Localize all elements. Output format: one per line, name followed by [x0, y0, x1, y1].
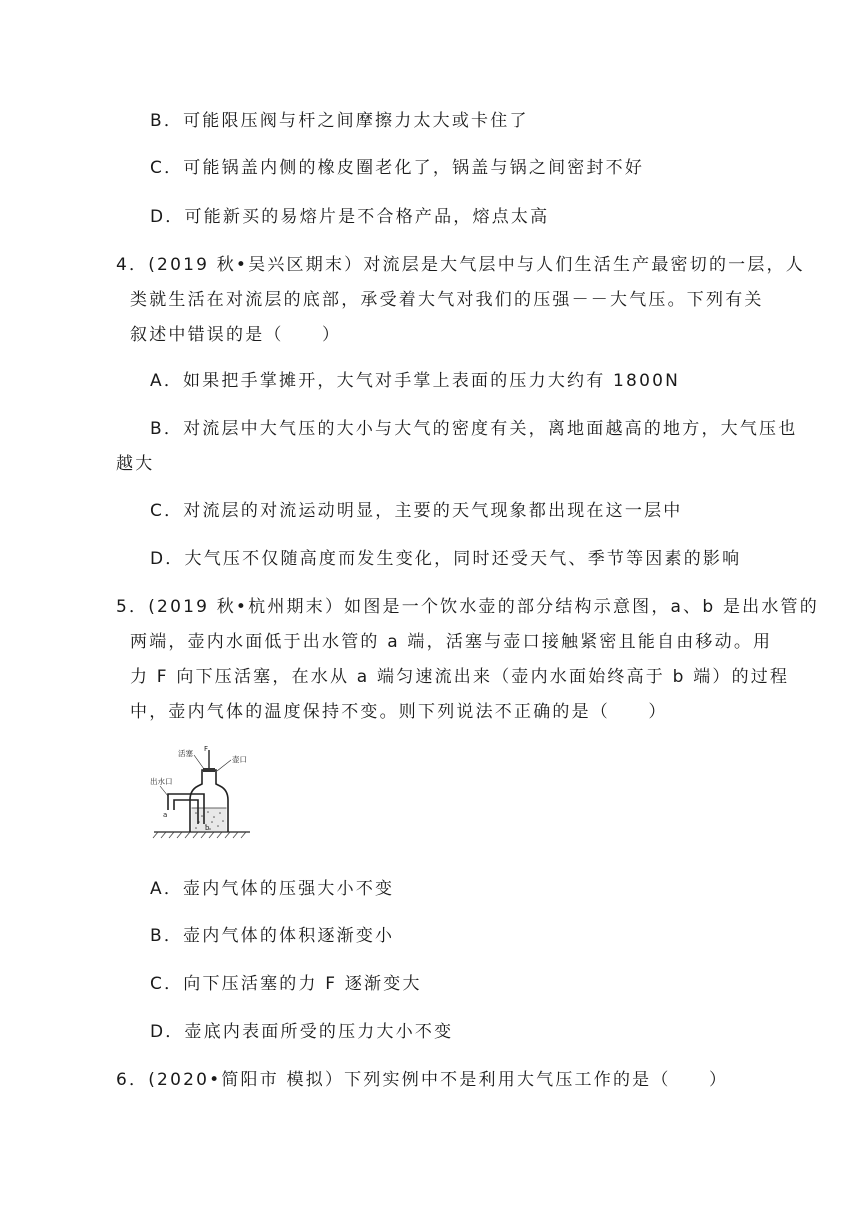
label-end-a: a [163, 811, 168, 819]
q4-option-b-line-2: 越大 [116, 454, 155, 474]
q5-stem-line-3: 力 F 向下压活塞，在水从 a 端匀速流出来（壶内水面始终高于 b 端）的过程 [130, 667, 790, 687]
water-pot-diagram [146, 744, 258, 840]
q3-option-b: B．可能限压阀与杆之间摩擦力太大或卡住了 [150, 111, 529, 131]
q4-stem-line-3: 叙述中错误的是（ ） [130, 325, 342, 345]
q4-option-c: C．对流层的对流运动明显，主要的天气现象都出现在这一层中 [150, 501, 683, 521]
q5-stem-line-2: 两端，壶内水面低于出水管的 a 端，活塞与壶口接触紧密且能自由移动。用 [130, 632, 773, 652]
label-spout-outlet: 出水口 [150, 777, 173, 786]
q4-option-a: A．如果把手掌摊开，大气对手掌上表面的压力大约有 1800N [150, 371, 681, 391]
q5-stem-line-4: 中，壶内气体的温度保持不变。则下列说法不正确的是（ ） [130, 702, 668, 722]
q6-stem-line-1: 6．(2020•简阳市 模拟）下列实例中不是利用大气压工作的是（ ） [116, 1070, 729, 1090]
q3-option-c: C．可能锅盖内侧的橡皮圈老化了，锅盖与锅之间密封不好 [150, 158, 645, 178]
q4-option-b-line-1: B．对流层中大气压的大小与大气的密度有关，离地面越高的地方，大气压也 [150, 419, 798, 439]
label-end-b: b [205, 824, 210, 832]
q5-option-a: A．壶内气体的压强大小不变 [150, 879, 395, 899]
label-force: F [204, 745, 209, 753]
q5-stem-line-1: 5．(2019 秋•杭州期末）如图是一个饮水壶的部分结构示意图，a、b 是出水管的 [116, 597, 819, 617]
label-pot-mouth: 壶口 [232, 755, 247, 764]
q5-option-c: C．向下压活塞的力 F 逐渐变大 [150, 974, 422, 994]
label-piston: 活塞 [178, 749, 193, 758]
q4-option-d: D．大气压不仅随高度而发生变化，同时还受天气、季节等因素的影响 [150, 549, 742, 569]
q3-option-d: D．可能新买的易熔片是不合格产品，熔点太高 [150, 207, 550, 227]
q5-option-b: B．壶内气体的体积逐渐变小 [150, 926, 395, 946]
q4-stem-line-2: 类就生活在对流层的底部，承受着大气对我们的压强－－大气压。下列有关 [130, 290, 764, 310]
q5-option-d: D．壶底内表面所受的压力大小不变 [150, 1022, 454, 1042]
q4-stem-line-1: 4．(2019 秋•吴兴区期末）对流层是大气层中与人们生活生产最密切的一层，人 [116, 255, 805, 275]
